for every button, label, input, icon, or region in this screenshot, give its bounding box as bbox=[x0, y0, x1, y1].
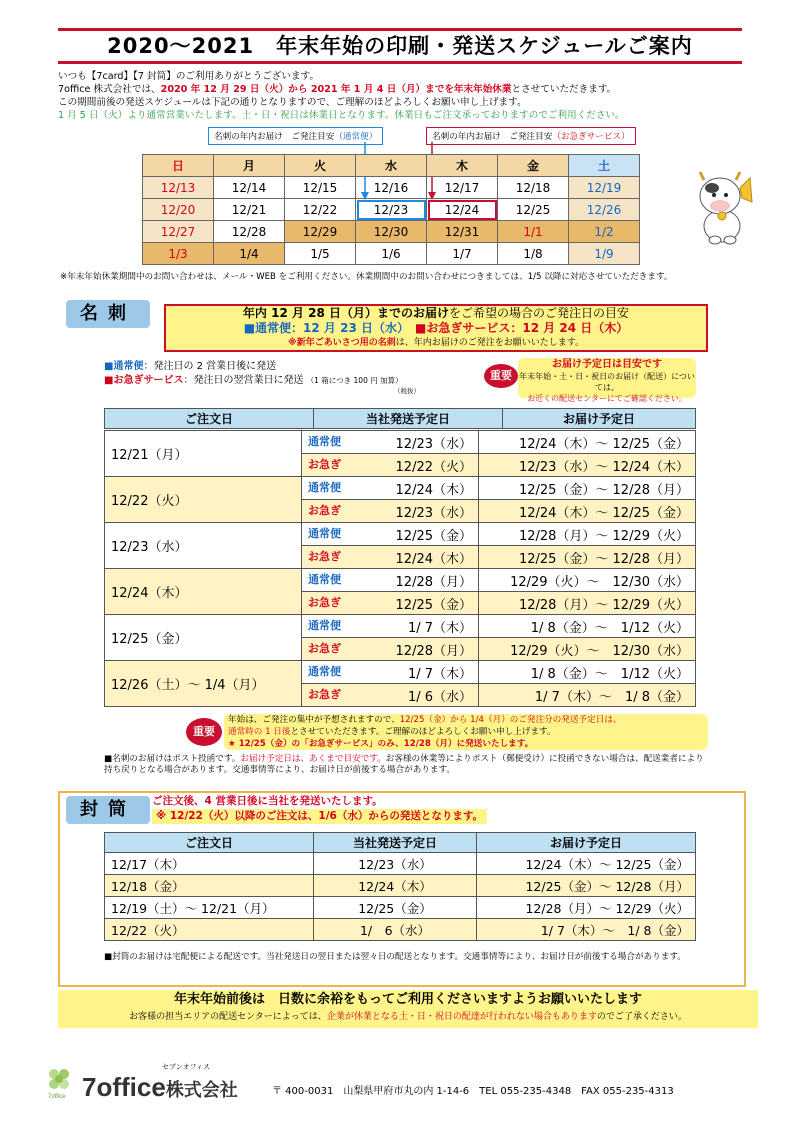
envelope-arrive-date: 12/24（木）～ 12/25（金） bbox=[477, 853, 696, 875]
cal-day-holiday: 1/1 bbox=[498, 221, 569, 243]
intro-line-2 bbox=[58, 83, 758, 96]
calendar-urgent-guide bbox=[426, 127, 636, 145]
company-logo bbox=[82, 1064, 238, 1103]
normal-arrive-date: 1/ 8（金）～ 1/12（火） bbox=[479, 661, 696, 684]
cal-header-tue: 火 bbox=[285, 155, 356, 177]
cal-header-thu: 木 bbox=[427, 155, 498, 177]
urgent-arrive-date: 1/ 7（木）～ 1/ 8（金） bbox=[479, 684, 696, 707]
intro-text bbox=[58, 70, 758, 122]
normal-label: 通常便 bbox=[308, 618, 341, 632]
normal-label: 通常便 bbox=[308, 664, 341, 678]
meishi-notice-urgent: ■お急ぎサービス：12 月 24 日（木） bbox=[415, 321, 629, 335]
company-logo-mark bbox=[46, 1066, 76, 1100]
meishi-post-note-a: ■名刺のお届けはポスト投函です。 bbox=[104, 754, 241, 764]
urgent-ship-date: 1/ 6（水） bbox=[407, 689, 472, 705]
envelope-notes bbox=[152, 794, 552, 824]
cal-day: 1/9 bbox=[569, 243, 640, 265]
cal-day-holiday: 1/3 bbox=[143, 243, 214, 265]
col-arrive-date: お届け予定日 bbox=[477, 833, 696, 853]
col-order-date: ご注文日 bbox=[105, 833, 314, 853]
table-row bbox=[105, 661, 696, 684]
meishi-notice-date: 年内 12 月 28 日（月）までのお届け bbox=[242, 306, 450, 320]
meishi-order-date: 12/23（水） bbox=[105, 523, 302, 569]
cal-header-wed: 水 bbox=[356, 155, 427, 177]
col-ship-date: 当社発送予定日 bbox=[314, 409, 503, 429]
cal-day: 12/18 bbox=[498, 177, 569, 199]
envelope-arrive-date: 1/ 7（木）～ 1/ 8（金） bbox=[477, 919, 696, 941]
cal-day: 12/19 bbox=[569, 177, 640, 199]
calendar-normal-guide bbox=[208, 127, 383, 145]
table-row bbox=[105, 615, 696, 638]
company-address: 〒 400-0031 山梨県甲府市丸の内 1-14-6 TEL 055-235-4348 FAX 055-235-4313 bbox=[272, 1086, 674, 1097]
calendar-urgent-guide-suffix: （お急ぎサービス） bbox=[552, 132, 630, 142]
urgent-label: お急ぎ bbox=[308, 641, 341, 655]
envelope-ship-date: 12/23（水） bbox=[314, 853, 477, 875]
table-row bbox=[105, 523, 696, 546]
footer-notice bbox=[58, 990, 758, 1028]
urgent-label: お急ぎ bbox=[308, 687, 341, 701]
intro-line-4: 1 月 5 日（火）より通常営業いたします。土・日・祝日は休業日となります。休業日もご注文承っておりますのでご利用ください。 bbox=[58, 110, 625, 121]
envelope-note-1: ご注文後、4 営業日後に当社を発送いたします。 bbox=[152, 795, 383, 807]
meishi-notice-line-3 bbox=[166, 336, 706, 351]
urgent-label: お急ぎ bbox=[308, 457, 341, 471]
cal-day: 12/14 bbox=[214, 177, 285, 199]
normal-label: 通常便 bbox=[308, 434, 341, 448]
envelope-ship-date: 12/25（金） bbox=[314, 897, 477, 919]
envelope-order-date: 12/18（金） bbox=[105, 875, 314, 897]
important-badge-2: 重要 bbox=[186, 718, 222, 746]
normal-ship-date: 1/ 7（木） bbox=[407, 620, 472, 636]
envelope-arrive-date: 12/28（月）～ 12/29（火） bbox=[477, 897, 696, 919]
col-order-date: ご注文日 bbox=[105, 409, 314, 429]
normal-label: 通常便 bbox=[308, 480, 341, 494]
cal-day-holiday: 12/30 bbox=[356, 221, 427, 243]
cal-day-holiday: 12/31 bbox=[427, 221, 498, 243]
normal-service-desc: ：発注日の 2 営業日後に発送 bbox=[143, 361, 277, 372]
meishi-order-date: 12/24（木） bbox=[105, 569, 302, 615]
cal-day: 12/28 bbox=[214, 221, 285, 243]
envelope-schedule-table bbox=[104, 832, 696, 941]
normal-service-line bbox=[104, 360, 420, 374]
normal-ship-date: 12/25（金） bbox=[395, 528, 472, 544]
cal-day: 1/6 bbox=[356, 243, 427, 265]
meishi-order-date: 12/22（火） bbox=[105, 477, 302, 523]
footer-main-text: 年末年始前後は 日数に余裕をもってご利用くださいますようお願いいたします bbox=[173, 992, 642, 1007]
table-row bbox=[105, 853, 696, 875]
table-row bbox=[105, 897, 696, 919]
cow-illustration bbox=[690, 168, 760, 248]
normal-arrive-date: 12/28（月）～ 12/29（火） bbox=[479, 523, 696, 546]
meishi-notice-line-1 bbox=[166, 306, 706, 321]
urgent-label: お急ぎ bbox=[308, 549, 341, 563]
calendar-normal-guide-suffix: （通常便） bbox=[334, 132, 378, 142]
table-row bbox=[105, 569, 696, 592]
envelope-note-2: ※ 12/22（火）以降のご注文は、1/6（水）からの発送となります。 bbox=[152, 809, 487, 824]
company-logo-ruby: セブンオフィス bbox=[162, 1064, 210, 1071]
company-logo-text: 7office bbox=[82, 1072, 166, 1102]
delivery-estimate-note bbox=[518, 358, 696, 403]
urgent-ship-date: 12/24（木） bbox=[395, 551, 472, 567]
delivery-estimate-title: お届け予定日は目安です bbox=[552, 359, 662, 370]
normal-arrive-date: 12/29（火）～ 12/30（水） bbox=[479, 569, 696, 592]
envelope-post-note: ■封筒のお届けは宅配便による配送です。当社発送日の翌日または翌々日の配送となります。交通事情等により、お届け日が前後する場合があります。 bbox=[104, 952, 686, 962]
warning-line-1b: 12/25（金）から 1/4（月）のご発注分の発送予定日は、 bbox=[399, 715, 622, 725]
meishi-notice-newyear: ※新年ごあいさつ用の名刺 bbox=[287, 338, 396, 348]
warning-line-2 bbox=[228, 726, 704, 738]
table-row bbox=[105, 919, 696, 941]
urgent-ship-date: 12/22（火） bbox=[395, 459, 472, 475]
cal-day: 12/26 bbox=[569, 199, 640, 221]
urgent-arrive-date: 12/29（火）～ 12/30（水） bbox=[479, 638, 696, 661]
cal-day: 12/17 bbox=[427, 177, 498, 199]
meishi-post-note-b: お届け予定日は、あくまで目安です。 bbox=[240, 754, 386, 764]
col-arrive-date: お届け予定日 bbox=[503, 409, 696, 429]
meishi-post-note-c: お客様の休業等によりポスト（郵便受け）に投函できない場合は、配送業者により持ち戻りとなる場合があります。交通事情等により、お届け日が前後する場合があります。 bbox=[104, 754, 704, 775]
company-logo-mark-text: 7office bbox=[48, 1094, 66, 1100]
cal-header-sun: 日 bbox=[143, 155, 214, 177]
cal-day: 12/13 bbox=[143, 177, 214, 199]
envelope-order-date: 12/22（火） bbox=[105, 919, 314, 941]
delivery-estimate-text-1: 年末年始・土・日・祝日のお届け（配送）については、 bbox=[519, 372, 695, 392]
warning-line-2b: とさせていただきます。ご理解のほどよろしくお願い申し上げます。 bbox=[290, 727, 556, 737]
important-badge: 重要 bbox=[484, 364, 518, 388]
meishi-notice-newyear-desc: は、年内お届けのご発注をお願いいたします。 bbox=[395, 338, 585, 348]
meishi-schedule-table bbox=[104, 408, 696, 429]
cal-day: 12/20 bbox=[143, 199, 214, 221]
meishi-order-date: 12/25（金） bbox=[105, 615, 302, 661]
normal-arrive-date: 1/ 8（金）～ 1/12（火） bbox=[479, 615, 696, 638]
section-label-meishi: 名刺 bbox=[66, 300, 150, 328]
cal-day-urgent-deadline: 12/24 bbox=[427, 199, 498, 221]
urgent-label: お急ぎ bbox=[308, 595, 341, 609]
footer-sub-text bbox=[58, 1010, 758, 1024]
urgent-arrive-date: 12/24（木）～ 12/25（金） bbox=[479, 500, 696, 523]
footer-sub-a: お客様の担当エリアの配送センターによっては、 bbox=[129, 1012, 327, 1022]
normal-ship-date: 12/28（月） bbox=[395, 574, 472, 590]
normal-ship-date: 12/24（木） bbox=[395, 482, 472, 498]
meishi-order-date: 12/21（月） bbox=[105, 431, 302, 477]
cal-day: 12/21 bbox=[214, 199, 285, 221]
urgent-service-label: ■お急ぎサービス bbox=[104, 375, 184, 386]
cal-day: 12/16 bbox=[356, 177, 427, 199]
urgent-arrive-date: 12/25（金）～ 12/28（月） bbox=[479, 546, 696, 569]
calendar-urgent-guide-text: 名刺の年内お届け ご発注目安 bbox=[432, 132, 553, 142]
cal-header-fri: 金 bbox=[498, 155, 569, 177]
cal-day: 1/8 bbox=[498, 243, 569, 265]
urgent-service-desc: ：発注日の翌営業日に発送 bbox=[183, 375, 304, 386]
urgent-arrive-date: 12/23（水）～ 12/24（木） bbox=[479, 454, 696, 477]
normal-ship-date: 12/23（水） bbox=[395, 436, 472, 452]
meishi-order-date: 12/26（土）～ 1/4（月） bbox=[105, 661, 302, 707]
urgent-service-tax: （税抜） bbox=[394, 387, 420, 395]
envelope-order-date: 12/17（木） bbox=[105, 853, 314, 875]
table-row bbox=[105, 875, 696, 897]
cal-day: 1/7 bbox=[427, 243, 498, 265]
cal-day-normal-deadline: 12/23 bbox=[356, 199, 427, 221]
normal-label: 通常便 bbox=[308, 526, 341, 540]
cal-day: 1/5 bbox=[285, 243, 356, 265]
holiday-period: 2020 年 12 月 29 日（火）から 2021 年 1 月 4 日（月）までを年末年始休業 bbox=[160, 84, 512, 95]
cal-day: 12/25 bbox=[498, 199, 569, 221]
urgent-ship-date: 12/25（金） bbox=[395, 597, 472, 613]
envelope-arrive-date: 12/25（金）～ 12/28（月） bbox=[477, 875, 696, 897]
cal-header-mon: 月 bbox=[214, 155, 285, 177]
urgent-ship-date: 12/28（月） bbox=[395, 643, 472, 659]
calendar-normal-guide-text: 名刺の年内お届け ご発注目安 bbox=[214, 132, 335, 142]
warning-line-1 bbox=[228, 714, 704, 726]
cal-day: 12/27 bbox=[143, 221, 214, 243]
intro-line-2a: 7office 株式会社では、 bbox=[58, 84, 161, 95]
cal-day-holiday: 1/2 bbox=[569, 221, 640, 243]
normal-service-label: ■通常便 bbox=[104, 361, 144, 372]
cal-day-holiday: 12/29 bbox=[285, 221, 356, 243]
cal-day-holiday: 1/4 bbox=[214, 243, 285, 265]
urgent-ship-date: 12/23（水） bbox=[395, 505, 472, 521]
meishi-notice-suffix: をご希望の場合のご発注日の目安 bbox=[449, 306, 630, 320]
footer-sub-b: 企業が休業となる土・日・祝日の配達が行われない場合もあります bbox=[326, 1012, 597, 1022]
warning-line-2a: 通常時の 1 日後 bbox=[228, 727, 291, 737]
warning-line-1a: 年始は、ご発注の集中が予想されますので、 bbox=[228, 715, 400, 725]
envelope-order-date: 12/19（土）～ 12/21（月） bbox=[105, 897, 314, 919]
envelope-ship-date: 1/ 6（水） bbox=[314, 919, 477, 941]
section-label-envelope: 封筒 bbox=[66, 796, 150, 824]
table-row bbox=[105, 431, 696, 454]
delivery-estimate-text-2: お近くの配送センターにてご確認ください。 bbox=[527, 394, 687, 403]
envelope-ship-date: 12/24（木） bbox=[314, 875, 477, 897]
table-row bbox=[105, 477, 696, 500]
meishi-notice-line-2 bbox=[166, 321, 706, 336]
calendar-note: ※年末年始休業期間中のお問い合わせは、メール・WEB をご利用ください。休業期間中のお問い合わせにつきましては、1/5 以降に対応させていただきます。 bbox=[60, 272, 673, 282]
intro-line-3: この期間前後の発送スケジュールは下記の通りとなりますので、ご理解のほどよろしくお願い申し上げます。 bbox=[58, 97, 527, 108]
cal-header-sat: 土 bbox=[569, 155, 640, 177]
urgent-label: お急ぎ bbox=[308, 503, 341, 517]
normal-arrive-date: 12/24（木）～ 12/25（金） bbox=[479, 431, 696, 454]
urgent-service-line bbox=[104, 374, 420, 388]
warning-line-3: ★ 12/25（金）の「お急ぎサービス」のみ、12/28（月）に発送いたします。 bbox=[228, 739, 534, 749]
company-logo-suffix: 株式会社 bbox=[165, 1080, 238, 1100]
urgent-arrive-date: 12/28（月）～ 12/29（火） bbox=[479, 592, 696, 615]
urgent-service-fee: （1 箱につき 100 円 加算） bbox=[306, 376, 403, 385]
footer-sub-c: のでご了承ください。 bbox=[596, 1012, 687, 1022]
normal-label: 通常便 bbox=[308, 572, 341, 586]
intro-line-1: いつも【7card】【7 封筒】のご利用ありがとうございます。 bbox=[58, 71, 319, 82]
meishi-service-desc bbox=[104, 360, 420, 395]
normal-ship-date: 1/ 7（木） bbox=[407, 666, 472, 682]
col-ship-date: 当社発送予定日 bbox=[314, 833, 477, 853]
meishi-post-note bbox=[104, 754, 704, 776]
page-title: 2020～2021 年末年始の印刷・発送スケジュールご案内 bbox=[58, 28, 742, 64]
meishi-rows bbox=[104, 430, 696, 707]
normal-arrive-date: 12/25（金）～ 12/28（月） bbox=[479, 477, 696, 500]
meishi-deadline-notice bbox=[164, 304, 708, 352]
intro-line-2c: とさせていただきます。 bbox=[511, 84, 617, 95]
meishi-schedule-body bbox=[104, 430, 696, 707]
meishi-notice-normal: ■通常便：12 月 23 日（水） bbox=[243, 321, 403, 335]
newyear-warning bbox=[224, 714, 708, 750]
holiday-calendar bbox=[142, 154, 640, 265]
cal-day: 12/15 bbox=[285, 177, 356, 199]
cal-day: 12/22 bbox=[285, 199, 356, 221]
